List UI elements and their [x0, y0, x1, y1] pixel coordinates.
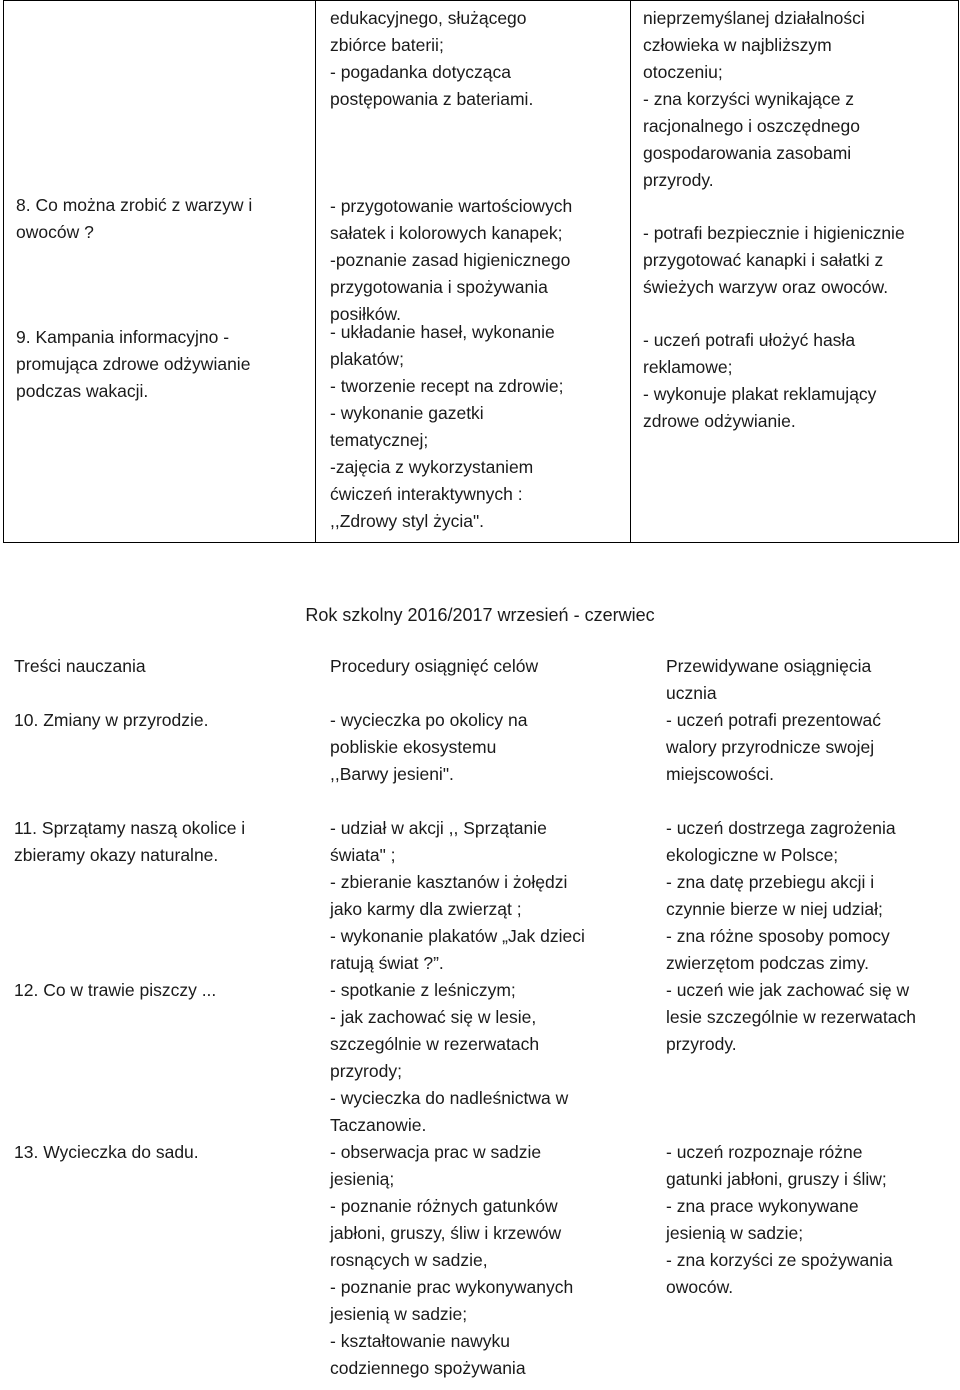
outcomes-cell [631, 1, 959, 543]
text-line: zbiórce baterii; [330, 35, 444, 55]
text-line: ekologiczne w Polsce; [666, 845, 839, 865]
text-line: - przygotowanie wartościowych [330, 196, 573, 216]
text-line: przygotować kanapki i sałatki z [643, 250, 884, 270]
text-line: - poznanie różnych gatunków [330, 1196, 558, 1216]
text-line: ćwiczeń interaktywnych : [330, 484, 523, 504]
text-line: - potrafi bezpiecznie i higienicznie [643, 223, 905, 243]
outcomes-8 [643, 220, 950, 301]
text-line: - układanie haseł, wykonanie [330, 322, 555, 342]
text-line: świeżych warzyw oraz owoców. [643, 277, 889, 297]
topic-8 [16, 192, 307, 246]
table-row [4, 1, 959, 543]
text-line: 11. Sprzątamy naszą okolice i [14, 818, 246, 838]
text-line: tematycznej; [330, 430, 429, 450]
table-header-row [14, 653, 960, 707]
text-line: - tworzenie recept na zdrowie; [330, 376, 564, 396]
text-line: - zna datę przebiegu akcji i [666, 872, 875, 892]
text-line: 9. Kampania informacyjno - [16, 327, 230, 347]
text-line: ucznia [666, 683, 717, 703]
topic-10 [14, 707, 330, 815]
text-line: lesie szczególnie w rezerwatach [666, 1007, 916, 1027]
text-line: - udział w akcji ,, Sprzątanie [330, 818, 547, 838]
text-line: przyrody. [666, 1034, 737, 1054]
procedures-continued [330, 5, 622, 113]
text-line: - jak zachować się w lesie, [330, 1007, 537, 1027]
text-line: - wycieczka do nadleśnictwa w [330, 1088, 569, 1108]
procedures-10 [330, 707, 666, 815]
text-line: - zna korzyści wynikające z [643, 89, 855, 109]
procedures-12 [330, 977, 666, 1139]
text-line: jesienią; [330, 1169, 395, 1189]
outcomes-11 [666, 815, 960, 977]
header-procedures [330, 653, 666, 707]
text-line: owoców ? [16, 222, 94, 242]
text-line: jesienią w sadzie; [330, 1304, 468, 1324]
text-line: codziennego spożywania [330, 1358, 526, 1378]
text-line: miejscowości. [666, 764, 774, 784]
curriculum-table-bottom [14, 653, 960, 1382]
outcomes-9 [643, 327, 950, 435]
text-line: - zna korzyści ze spożywania [666, 1250, 893, 1270]
table-row [14, 707, 960, 815]
text-line: - zna prace wykonywane [666, 1196, 859, 1216]
text-line: 12. Co w trawie piszczy ... [14, 980, 217, 1000]
outcomes-continued [643, 5, 950, 194]
text-line: 13. Wycieczka do sadu. [14, 1142, 199, 1162]
text-line: postępowania z bateriami. [330, 89, 534, 109]
text-line: przyrody. [643, 170, 714, 190]
topic-13 [14, 1139, 330, 1382]
table-row [14, 977, 960, 1139]
text-line: ,,Barwy jesieni". [330, 764, 454, 784]
text-line: posiłków. [330, 304, 402, 324]
text-line: Przewidywane osiągnięcia [666, 656, 872, 676]
text-line: - wykonanie gazetki [330, 403, 484, 423]
text-line: - uczeń dostrzega zagrożenia [666, 818, 896, 838]
text-line: gatunki jabłoni, gruszy i śliw; [666, 1169, 887, 1189]
outcomes-10 [666, 707, 960, 815]
text-line: - uczeń rozpoznaje różne [666, 1142, 863, 1162]
text-line: czynnie bierze w niej udział; [666, 899, 883, 919]
outcomes-13 [666, 1139, 960, 1382]
text-line: racjonalnego i oszczędnego [643, 116, 860, 136]
text-line: Taczanowie. [330, 1115, 427, 1135]
text-line: jabłoni, gruszy, śliw i krzewów [330, 1223, 562, 1243]
topic-cell [4, 1, 316, 543]
text-line: walory przyrodnicze swojej [666, 737, 875, 757]
text-line: nieprzemyślanej działalności [643, 8, 865, 28]
text-line: 10. Zmiany w przyrodzie. [14, 710, 209, 730]
text-line: - spotkanie z leśniczym; [330, 980, 516, 1000]
text-line: - kształtowanie nawyku [330, 1331, 510, 1351]
procedures-9 [330, 319, 622, 535]
text-line: jako karmy dla zwierząt ; [330, 899, 522, 919]
text-line: - uczeń potrafi prezentować [666, 710, 881, 730]
text-line: ratują świat ?”. [330, 953, 444, 973]
text-line: - zna różne sposoby pomocy [666, 926, 890, 946]
text-line: -zajęcia z wykorzystaniem [330, 457, 534, 477]
procedures-8 [330, 193, 622, 328]
text-line: przyrody; [330, 1061, 402, 1081]
topic-9 [16, 324, 307, 405]
text-line: - pogadanka dotycząca [330, 62, 511, 82]
text-line: świata" ; [330, 845, 396, 865]
text-line: gospodarowania zasobami [643, 143, 852, 163]
text-line: podczas wakacji. [16, 381, 149, 401]
topic-11 [14, 815, 330, 977]
curriculum-table-top [3, 0, 959, 543]
text-line: - uczeń potrafi ułożyć hasła [643, 330, 856, 350]
text-line: -poznanie zasad higienicznego [330, 250, 571, 270]
topic-12 [14, 977, 330, 1139]
text-line: zbieramy okazy naturalne. [14, 845, 219, 865]
text-line: ,,Zdrowy styl życia". [330, 511, 485, 531]
text-line: - zbieranie kasztanów i żołędzi [330, 872, 568, 892]
text-line: człowieka w najbliższym [643, 35, 832, 55]
text-line: edukacyjnego, służącego [330, 8, 527, 28]
text-line: rosnących w sadzie, [330, 1250, 488, 1270]
text-line: - wykonanie plakatów „Jak dzieci [330, 926, 585, 946]
text-line: pobliskie ekosystemu [330, 737, 497, 757]
table-row [14, 1139, 960, 1382]
text-line: Procedury osiągnięć celów [330, 656, 539, 676]
text-line: jesienią w sadzie; [666, 1223, 804, 1243]
text-line: reklamowe; [643, 357, 733, 377]
text-line: promująca zdrowe odżywianie [16, 354, 251, 374]
header-content: Treści nauczania [14, 656, 146, 676]
text-line: - uczeń wie jak zachować się w [666, 980, 910, 1000]
text-line: zdrowe odżywianie. [643, 411, 796, 431]
text-line: sałatek i kolorowych kanapek; [330, 223, 563, 243]
text-line: - wykonuje plakat reklamujący [643, 384, 877, 404]
text-line: plakatów; [330, 349, 404, 369]
text-line: zwierzętom podczas zimy. [666, 953, 869, 973]
school-year-heading: Rok szkolny 2016/2017 wrzesień - czerwiec [305, 605, 655, 625]
text-line: - poznanie prac wykonywanych [330, 1277, 574, 1297]
text-line: 8. Co można zrobić z warzyw i [16, 195, 253, 215]
text-line: otoczeniu; [643, 62, 723, 82]
procedures-cell [316, 1, 631, 543]
text-line: szczególnie w rezerwatach [330, 1034, 540, 1054]
text-line: - obserwacja prac w sadzie [330, 1142, 542, 1162]
procedures-11 [330, 815, 666, 977]
table-row [14, 815, 960, 977]
procedures-13 [330, 1139, 666, 1382]
header-outcomes [666, 653, 960, 707]
text-line: - wycieczka po okolicy na [330, 710, 528, 730]
outcomes-12 [666, 977, 960, 1139]
text-line: przygotowania i spożywania [330, 277, 548, 297]
text-line: owoców. [666, 1277, 734, 1297]
